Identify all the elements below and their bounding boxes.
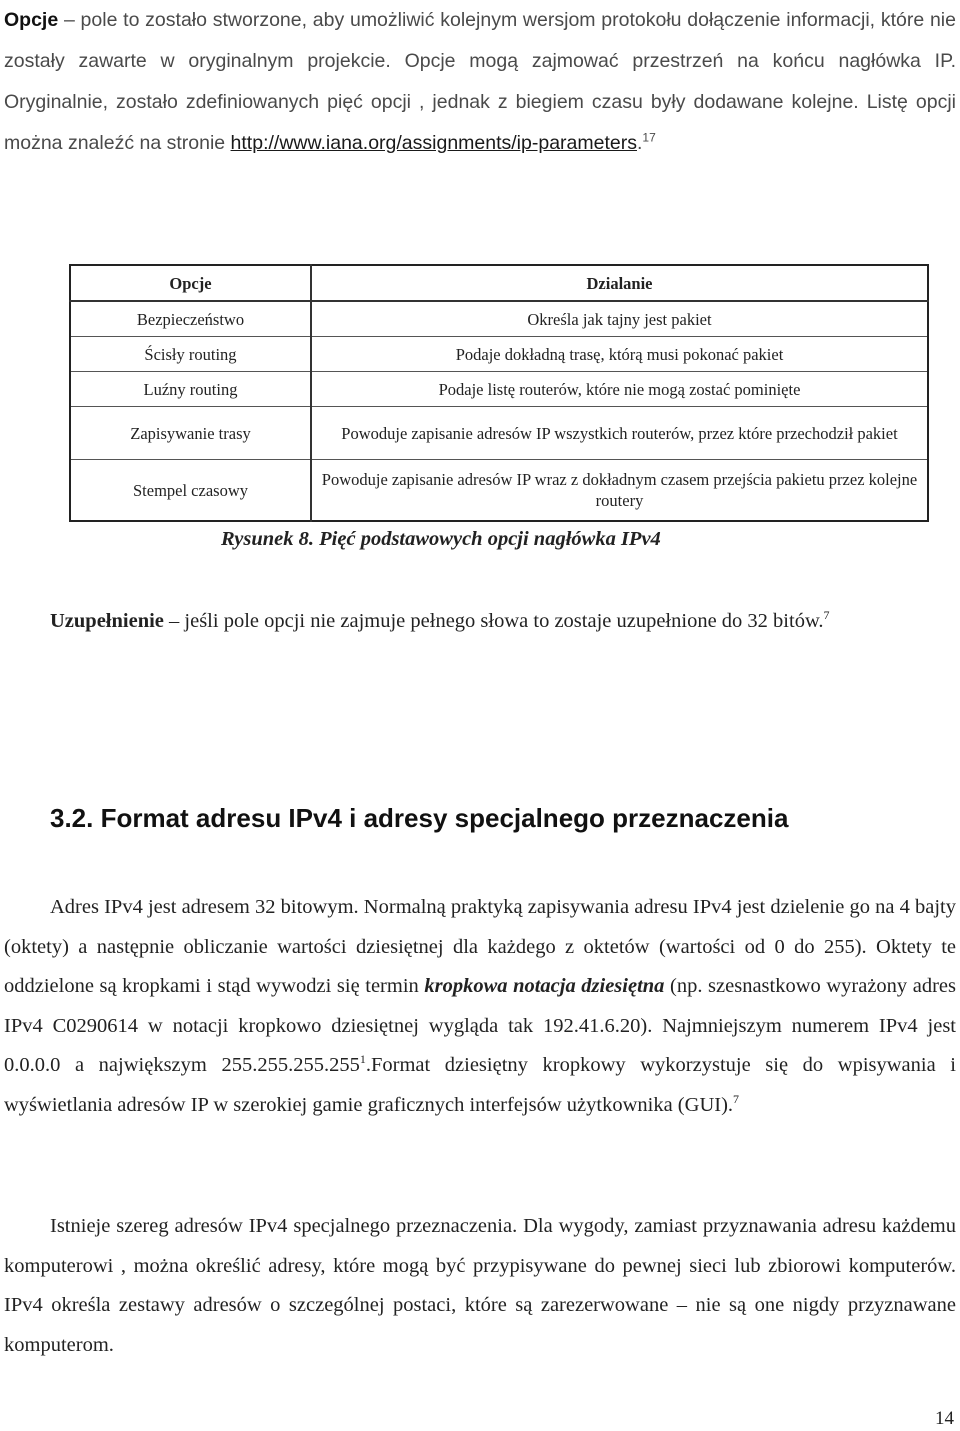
- options-table: [69, 264, 929, 522]
- table-header-row: [70, 265, 928, 301]
- opcje-period: .: [636, 132, 643, 154]
- padding-description: – jeśli pole opcji nie zajmuje pełnego słowa to zostaje uzupełnione do 32 bitów.: [163, 610, 824, 632]
- section-heading: 3.2. Format adresu IPv4 i adresy specjalnego przeznaczenia: [50, 803, 789, 833]
- special-addresses-paragraph: [4, 1207, 956, 1365]
- p1-part1: Adres IPv4 jest adresem 32 bitowym. Normalną praktyką zapisywania adresu IPv4 jest dzielenie go na 4 bajty (oktety) a następnie obliczanie wartości dziesiętnej dla każdego z oktetów (wartości od 0 do 255). Oktety te oddzielone są kropkami i stąd wywodzi się termin: [4, 896, 956, 998]
- footnote-7b: 7: [733, 1092, 740, 1107]
- table-row: [70, 460, 928, 522]
- table-row: [70, 337, 928, 372]
- option-name: Stempel czasowy: [70, 460, 311, 522]
- option-action: Podaje dokładną trasę, którą musi pokonać pakiet: [311, 337, 928, 372]
- p1-part2: (np. szesnastkowo wyrażony adres IPv4 C0290614 w notacji kropkowo dziesiętnej wygląda tak 192.41.6.20). Najmniejszym numerem IPv4 jest 0.0.0.0 a największym 255.255.255.255: [4, 975, 956, 1077]
- table-row: [70, 301, 928, 337]
- option-name: Luźny routing: [70, 372, 311, 407]
- iana-link[interactable]: http://www.iana.org/assignments/ip-parameters: [230, 132, 637, 154]
- option-action: Powoduje zapisanie adresów IP wraz z dokładnym czasem przejścia pakietu przez kolejne routery: [311, 460, 928, 522]
- option-action: Określa jak tajny jest pakiet: [311, 301, 928, 337]
- option-name: Bezpieczeństwo: [70, 301, 311, 337]
- figure-caption: Rysunek 8. Pięć podstawowych opcji nagłówka IPv4: [221, 528, 661, 550]
- footnote-7: 7: [823, 608, 830, 623]
- footnote-17: 17: [642, 130, 656, 145]
- dotted-decimal-term: kropkowa notacja dziesiętna: [424, 975, 665, 998]
- padding-field-line: [50, 610, 830, 633]
- option-action: Powoduje zapisanie adresów IP wszystkich routerów, przez które przechodził pakiet: [311, 407, 928, 460]
- page-number: 14: [935, 1408, 954, 1429]
- header-options: Opcje: [70, 265, 311, 301]
- table-row: [70, 372, 928, 407]
- footnote-1: 1: [359, 1052, 366, 1067]
- p1-part3: .Format dziesiętny kropkowy wykorzystuje się do wpisywania i wyświetlania adresów IP w szerokiej gamie graficznych interfejsów użytkownika (GUI).: [4, 1054, 957, 1116]
- option-name: Zapisywanie trasy: [70, 407, 311, 460]
- option-action: Podaje listę routerów, które nie mogą zostać pominięte: [311, 372, 928, 407]
- ipv4-format-paragraph: [4, 888, 956, 1126]
- term-opcje: Opcje: [4, 9, 59, 31]
- opcje-description: – pole to zostało stworzone, aby umożliwić kolejnym wersjom protokołu dołączenie informacji, które nie zostały zawarte w oryginalnym projekcie. Opcje mogą zajmować przestrzeń na końcu nagłówka IP. Oryginalnie, zostało zdefiniowanych pięć opcji , jednak z biegiem czasu były dodawane kolejne. Listę opcji można znaleźć na stronie: [4, 9, 956, 154]
- header-action: Dzialanie: [311, 265, 928, 301]
- p2-text: Istnieje szereg adresów IPv4 specjalnego przeznaczenia. Dla wygody, zamiast przyznawania adresu każdemu komputerowi , można określić adresy, które mogą być przypisywane do pewnej sieci lub zbiorowi komputerów. IPv4 określa zestawy adresów o szczególnej postaci, które są zarezerwowane – nie są one nigdy przyznawane komputerom.: [4, 1215, 956, 1356]
- option-name: Ścisły routing: [70, 337, 311, 372]
- options-field-paragraph: [4, 0, 956, 164]
- term-padding: Uzupełnienie: [50, 610, 164, 632]
- table-row: [70, 407, 928, 460]
